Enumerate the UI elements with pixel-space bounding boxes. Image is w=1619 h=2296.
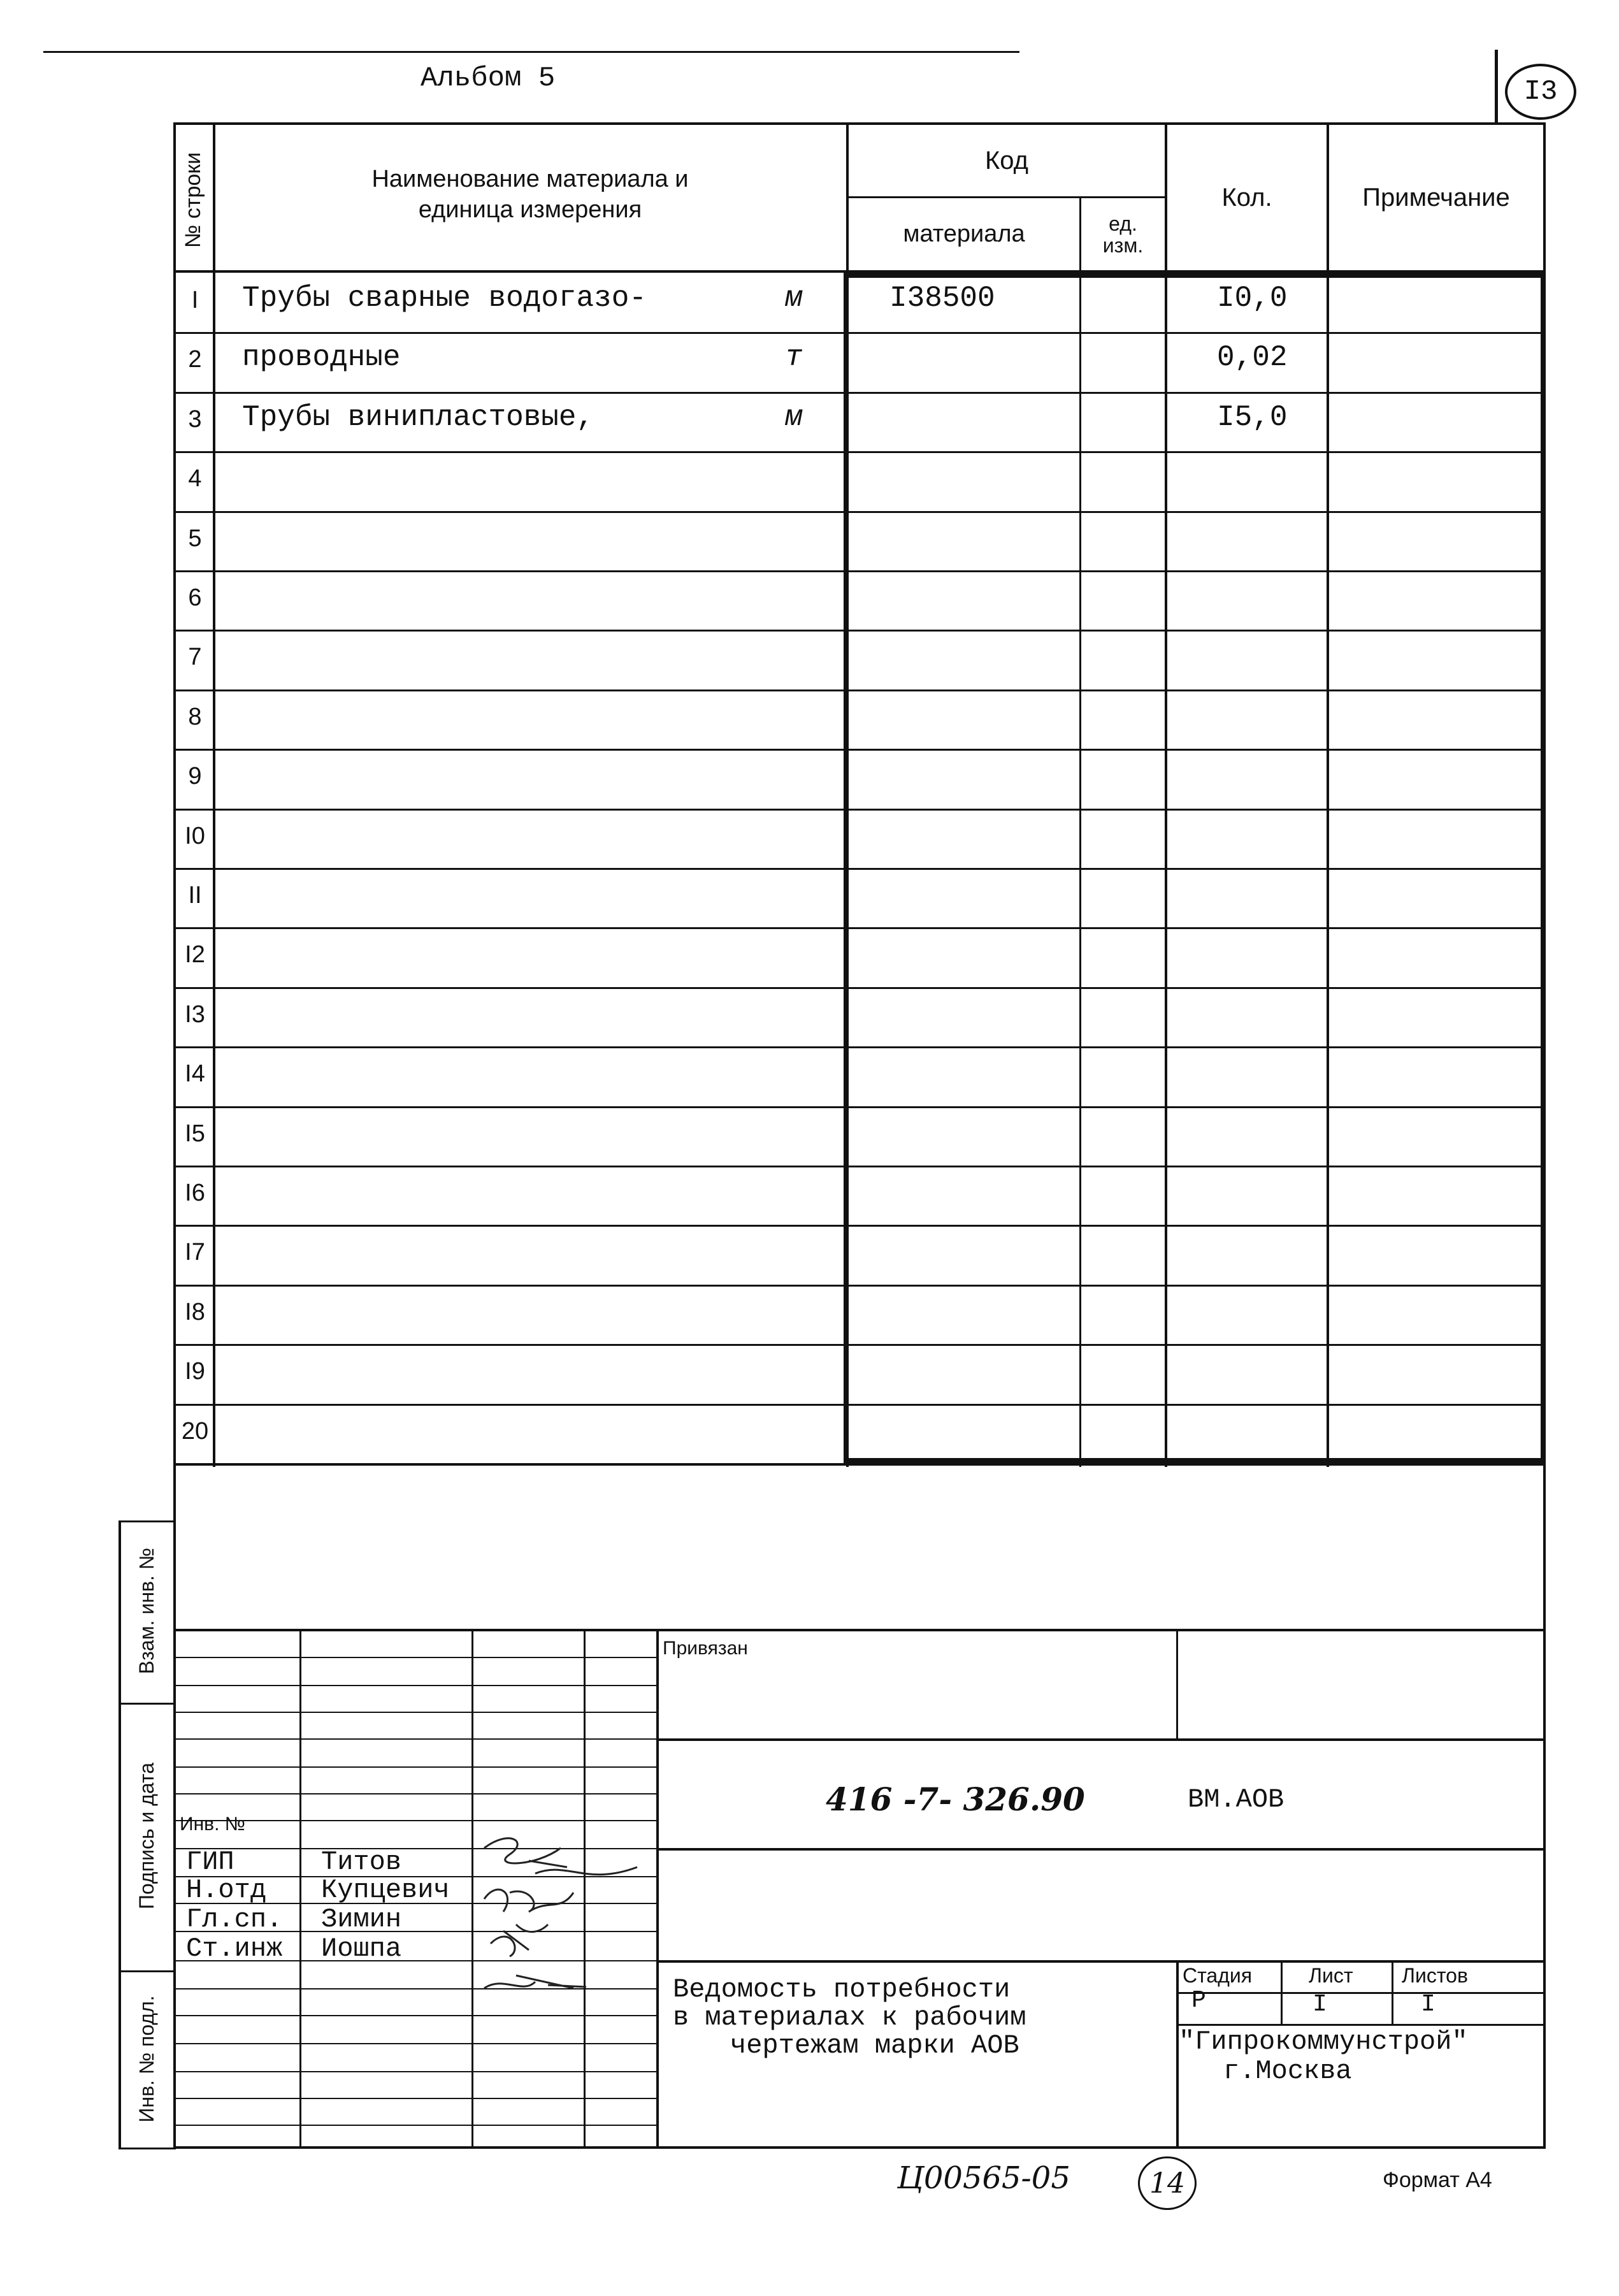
header-code-unit-text: ед. изм.	[1102, 212, 1144, 257]
tb-row-line	[173, 1685, 658, 1686]
description	[673, 1975, 1026, 2060]
tb-row-line	[173, 2098, 658, 2099]
side-label-inv-podl: Инв. № подл.	[135, 1995, 158, 2123]
row-divider	[173, 927, 1546, 929]
row-unit: м	[785, 401, 803, 434]
row-divider	[173, 1106, 1546, 1108]
staff-role: Ст.инж	[186, 1933, 283, 1964]
side-label-vzam: Взам. инв. №	[135, 1547, 158, 1675]
row-number: 4	[188, 465, 202, 492]
row-number: 20	[181, 1418, 209, 1445]
sheets-value: I	[1421, 1991, 1436, 2018]
row-divider	[173, 1166, 1546, 1167]
tb-row-line	[173, 1712, 658, 1713]
row-number: 6	[188, 584, 202, 611]
tb-row-line	[173, 2125, 658, 2126]
staff-name: Зимин	[321, 1904, 402, 1935]
staff-role: ГИП	[186, 1847, 234, 1877]
row-material-name: Трубы сварные водогазо-	[242, 282, 647, 315]
row-number: I	[191, 287, 199, 314]
org-line2: г.Москва	[1223, 2056, 1352, 2086]
staff-role: Гл.сп.	[186, 1904, 283, 1935]
row-divider	[173, 1046, 1546, 1048]
header-code-material: материала	[903, 220, 1025, 247]
row-number: I9	[185, 1358, 205, 1385]
desc-row-top	[656, 1960, 1546, 1963]
header-qty: Кол.	[1221, 183, 1272, 212]
description-line-2: в материалах к рабочим	[673, 2002, 1026, 2033]
row-divider	[173, 690, 1546, 691]
row-number: I0	[185, 823, 205, 849]
album-label: Альбом 5	[421, 62, 556, 94]
row-divider	[173, 809, 1546, 811]
tb-bottom	[173, 2146, 1546, 2149]
signatures	[471, 1823, 663, 2007]
row-divider	[173, 987, 1546, 989]
tb-row-line	[173, 1766, 658, 1768]
row-quantity: I5,0	[1217, 401, 1288, 434]
row-unit: м	[785, 282, 803, 315]
row-number: I3	[185, 1001, 205, 1028]
row-number: I7	[185, 1239, 205, 1266]
sheets-label: Листов	[1402, 1964, 1468, 1987]
row-material-name: проводные	[242, 341, 401, 374]
header-code: Код	[984, 146, 1028, 175]
inv-no-label: Инв. №	[180, 1814, 245, 1835]
row-number: 5	[188, 525, 202, 552]
sheet-label: Лист	[1309, 1964, 1353, 1987]
row-quantity: I0,0	[1217, 282, 1288, 315]
frame-left	[173, 122, 176, 2148]
stage-vline1	[1281, 1960, 1283, 2025]
sheet-value: I	[1313, 1991, 1327, 2018]
page-number: I3	[1505, 64, 1576, 120]
tb-row-line	[173, 1793, 658, 1794]
row-divider	[173, 749, 1546, 751]
row-divider	[173, 392, 1546, 394]
code-row-top	[656, 1738, 1546, 1741]
page-number-rule	[1495, 50, 1498, 125]
col-line-rowno	[213, 122, 215, 1467]
row-quantity: 0,02	[1217, 341, 1288, 374]
row-number: I4	[185, 1060, 205, 1087]
row-number: 2	[188, 346, 202, 373]
tb-col1	[299, 1629, 301, 2148]
org-line1: "Гипрокоммунстрой"	[1179, 2026, 1468, 2057]
tb-row-line	[173, 1738, 658, 1740]
privyazan-label: Привязан	[663, 1638, 748, 1659]
side-label-podpis: Подпись и дата	[135, 1762, 158, 1910]
doc-mark: ВМ.АОВ	[1188, 1784, 1284, 1815]
staff-name: Титов	[321, 1847, 402, 1877]
row-divider	[173, 630, 1546, 632]
header-row-no: № строки	[181, 152, 205, 248]
row-divider	[173, 868, 1546, 870]
header-material-name	[215, 153, 845, 236]
row-divider	[173, 570, 1546, 572]
row-unit: т	[785, 341, 803, 374]
row-divider	[173, 1285, 1546, 1287]
tb-row-line	[173, 1820, 658, 1821]
circled-number: 14	[1138, 2156, 1197, 2210]
row-number: I2	[185, 941, 205, 968]
tb-top	[173, 1629, 1546, 1631]
row-number: 9	[188, 763, 202, 790]
header-note: Примечание	[1362, 183, 1510, 212]
format-label: Формат А4	[1383, 2168, 1492, 2192]
staff-name: Иошпа	[321, 1933, 402, 1964]
tb-row-line	[173, 1657, 658, 1658]
row-number: 3	[188, 406, 202, 433]
archive-number: Ц00565-05	[897, 2160, 1070, 2196]
tb-row-line	[173, 2043, 658, 2044]
code-row-bottom	[656, 1848, 1546, 1851]
stage-label: Стадия	[1183, 1964, 1253, 1987]
tb-row-line	[173, 2071, 658, 2072]
table-bottom	[173, 1463, 1546, 1466]
stage-hline2	[1176, 2024, 1546, 2026]
row-number: II	[188, 882, 202, 909]
staff-name: Купцевич	[321, 1875, 450, 1905]
row-number: I5	[185, 1120, 205, 1147]
stage-hline1	[1176, 1992, 1546, 1994]
privyazan-divider	[1176, 1629, 1178, 1738]
side-strip-left	[119, 1520, 121, 2148]
row-material-code: I38500	[889, 282, 995, 315]
row-divider	[173, 1404, 1546, 1406]
row-number: I8	[185, 1299, 205, 1325]
row-number: I6	[185, 1180, 205, 1206]
staff-role: Н.отд	[186, 1875, 267, 1905]
tb-row-line	[173, 2015, 658, 2016]
row-divider	[173, 511, 1546, 513]
description-line-3: чертежам марки АОВ	[730, 2030, 1019, 2061]
stage-value: Р	[1191, 1987, 1206, 2014]
description-line-1: Ведомость потребности	[673, 1974, 1011, 2005]
header-material-name-text: Наименование материала и единица измерения	[371, 166, 689, 223]
row-divider	[173, 1225, 1546, 1227]
top-rule	[43, 51, 1019, 53]
row-divider	[173, 332, 1546, 334]
row-number: 7	[188, 644, 202, 670]
header-code-unit	[1081, 198, 1165, 270]
side-strip-sep2	[119, 1703, 176, 1705]
row-divider	[173, 451, 1546, 453]
stage-vline2	[1392, 1960, 1393, 2025]
row-material-name: Трубы винипластовые,	[242, 401, 594, 434]
doc-code: 416 -7- 326.90	[826, 1780, 1085, 1818]
row-number: 8	[188, 704, 202, 730]
row-divider	[173, 1344, 1546, 1346]
